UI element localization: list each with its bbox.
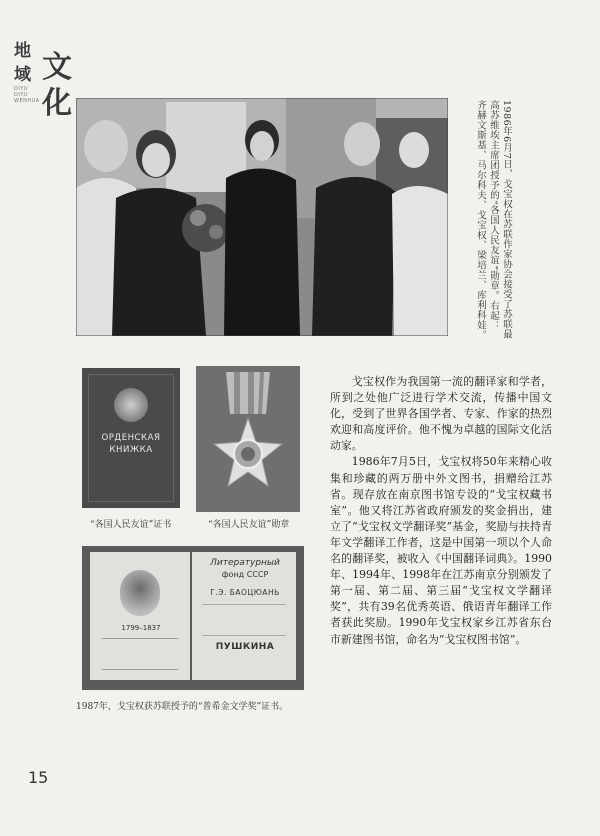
certificate-right-page	[192, 552, 296, 680]
article-body	[330, 374, 552, 648]
article-paragraph-2: 1986年7月5日，戈宝权将50年来精心收集和珍藏的两万册中外文图书，捐赠给江苏省。现存放在南京图书馆专设的“戈宝权藏书室”。他又将江苏省政府颁发的奖金捐出，建立了“戈宝权文学翻译奖”基金，奖励与扶持青年文学翻译工作者，这是中国第一项以个人命名的翻译奖，被收入《中国翻译词典》。1990年、1994年、1998年在江苏南京分别颁发了第一届、第二届、第三届“戈宝权文学翻译奖”，共有39名优秀英语、俄语青年翻译工作者获此奖励。1990年戈宝权家乡江苏省东台市新建图书馆，命名为“戈宝权图书馆”。	[330, 455, 552, 646]
certificate-left-page	[90, 552, 190, 680]
page-number: 15	[28, 768, 49, 787]
group-photo-caption: 1986年6月7日，戈宝权在苏联作家协会接受了苏联最高苏维埃主席团授予的“各国人民友谊”勋章。右起：齐赫文斯基、马尔科夫、戈宝权、梁培兰、库利科娃。	[475, 100, 512, 340]
logo-char-hua: 化	[42, 86, 72, 121]
certificate-left-script-lines	[102, 638, 178, 670]
pushkin-certificate-photo	[82, 546, 304, 690]
logo-char-yu: 域	[14, 65, 31, 85]
logo-char-wen: 文	[42, 50, 72, 85]
certificate-recipient: Г.Э. БАОЦЮАНЬ	[210, 588, 280, 597]
order-book-title-line2: КНИЖКА	[109, 445, 153, 455]
order-book-title-line1: ОРДЕНСКАЯ	[101, 433, 161, 443]
certificate-title-line2: фонд СССР	[221, 570, 269, 579]
pushkin-portrait-icon	[120, 570, 160, 616]
section-logo	[12, 34, 84, 121]
order-book-photo	[82, 368, 180, 508]
order-book-title	[86, 432, 176, 456]
logo-pinyin: DIYU DIYU WENHUA	[14, 86, 40, 104]
logo-char-di: 地	[14, 41, 31, 61]
certificate-caption: 1987年，戈宝权获苏联授予的“普希金文学奖”证书。	[76, 702, 289, 712]
ussr-emblem-icon	[114, 388, 148, 422]
friendship-medal-icon	[196, 366, 300, 512]
certificate-left-text: 1799–1837	[121, 624, 161, 632]
certificate-title-line1: Литературный	[210, 558, 280, 568]
medal-caption: “各国人民友谊”勋章	[208, 520, 290, 530]
order-book-caption: “各国人民友谊”证书	[90, 520, 172, 530]
group-photo-image	[76, 98, 448, 336]
medal-photo	[196, 366, 300, 512]
article-paragraph-1: 戈宝权作为我国第一流的翻译家和学者，所到之处他广泛进行学术交流，传播中国文化，受到了世界各国学者、专家、作家的热烈欢迎和高度评价。他不愧为卓越的国际文化活动家。	[330, 375, 552, 453]
certificate-award-name: ПУШКИНА	[215, 642, 275, 652]
group-photo	[76, 98, 448, 336]
certificate-right-text-lines	[202, 604, 286, 636]
